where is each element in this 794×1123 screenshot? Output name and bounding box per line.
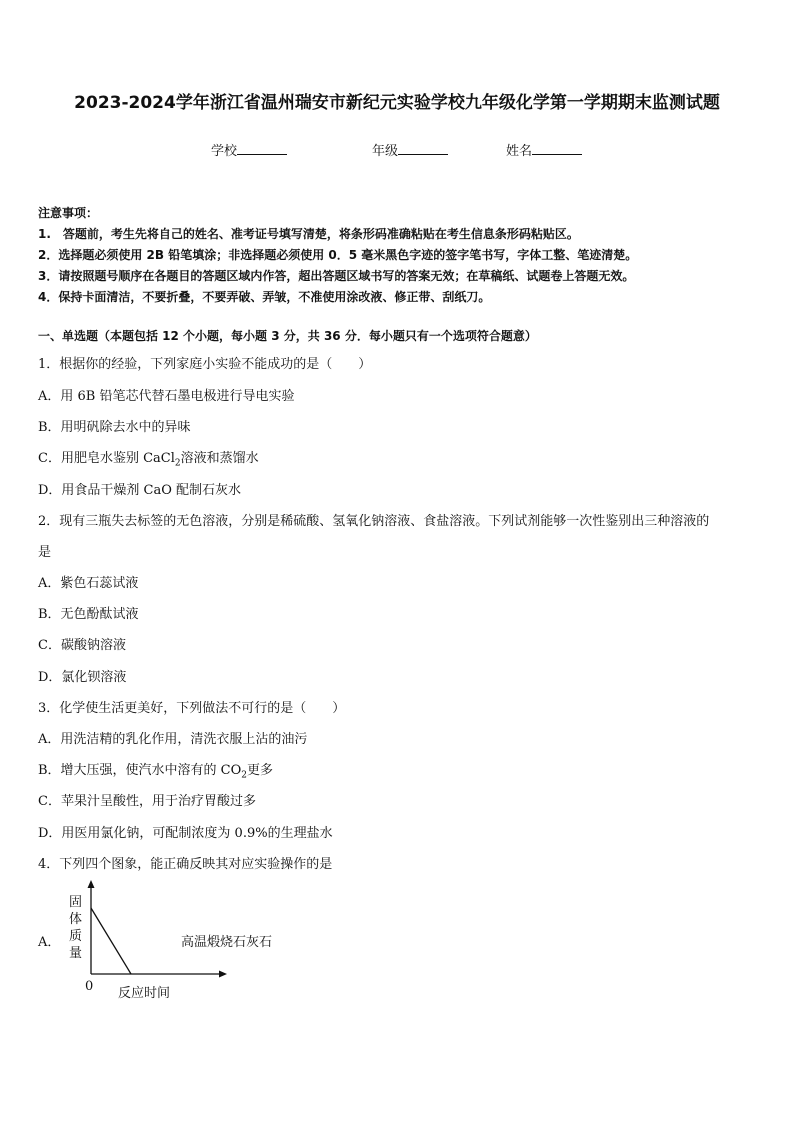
x-axis-label: 反应时间: [118, 986, 171, 1001]
q3-option-d: D．用医用氯化钠，可配制浓度为 0.9%的生理盐水: [38, 826, 333, 841]
school-label: 学校: [211, 144, 238, 159]
notice-item: 1. 答题前，考生先将自己的姓名、准考证号填写清楚，将条形码准确粘贴在考生信息条形码粘贴区。: [38, 227, 579, 241]
x-axis-arrow: [219, 971, 227, 978]
q1-option-b: B．用明矾除去水中的异味: [38, 420, 191, 435]
q4-option-a-label: A．: [38, 935, 61, 950]
page-title: 2023-2024学年浙江省温州瑞安市新纪元实验学校九年级化学第一学期期末监测试题: [74, 93, 720, 113]
grade-blank[interactable]: [398, 142, 448, 155]
q1-option-c: [38, 447, 259, 469]
q3-stem: 3．化学使生活更美好，下列做法不可行的是（ ）: [38, 701, 346, 716]
q3-option-a: A．用洗洁精的乳化作用，清洗衣服上沾的油污: [38, 732, 308, 747]
y-axis-char: 固: [69, 895, 83, 910]
grade-field: [372, 140, 448, 159]
q3-option-c: C．苹果汁呈酸性，用于治疗胃酸过多: [38, 794, 256, 809]
q1-c-subscript: 2: [174, 458, 181, 469]
q4-option-a-figure: [38, 878, 338, 1003]
school-field: [211, 140, 287, 159]
notice-block: [38, 203, 758, 308]
y-axis-arrow: [88, 880, 95, 888]
notice-item: 2．选择题必须使用 2B 铅笔填涂；非选择题必须使用 0．5 毫米黑色字迹的签字笔书写，字体工整、笔迹清楚。: [38, 248, 638, 262]
notice-item: 4．保持卡面清洁，不要折叠，不要弄破、弄皱，不准使用涂改液、修正带、刮纸刀。: [38, 290, 491, 304]
q2-option-d: D．氯化钡溶液: [38, 670, 127, 685]
notice-heading: 注意事项：: [38, 206, 99, 220]
q2-stem-cont: 是: [38, 545, 52, 560]
q3-option-b: [38, 759, 273, 781]
name-label: 姓名: [506, 144, 533, 159]
grade-label: 年级: [372, 144, 399, 159]
y-axis-char: 量: [69, 946, 83, 961]
student-info-row: [0, 140, 794, 160]
q3-b-subscript: 2: [241, 770, 248, 781]
y-axis-char: 质: [69, 929, 83, 944]
q1-c-text: C．用肥皂水鉴别 CaCl: [38, 451, 175, 466]
q2-option-c: C．碳酸钠溶液: [38, 638, 126, 653]
q1-c-text-post: 溶液和蒸馏水: [180, 451, 259, 466]
q2-option-b: B．无色酚酞试液: [38, 607, 139, 622]
section-heading: 一、单选题（本题包括 12 个小题，每小题 3 分，共 36 分．每小题只有一个选项符合题意）: [38, 329, 537, 343]
origin-label: 0: [85, 979, 94, 994]
q1-stem: 1．根据你的经验，下列家庭小实验不能成功的是（ ）: [38, 357, 372, 372]
q4-option-a-desc: 高温煅烧石灰石: [181, 935, 273, 950]
notice-item: 3．请按照题号顺序在各题目的答题区域内作答，超出答题区域书写的答案无效；在草稿纸、试题卷上答题无效。: [38, 269, 635, 283]
q2-stem: 2．现有三瓶失去标签的无色溶液，分别是稀硫酸、氢氧化钠溶液、食盐溶液。下列试剂能够一次性鉴别出三种溶液的: [38, 514, 710, 529]
name-blank[interactable]: [532, 142, 582, 155]
y-axis-char: 体: [69, 912, 83, 927]
q1-option-d: D．用食品干燥剂 CaO 配制石灰水: [38, 483, 242, 498]
name-field: [506, 140, 582, 159]
q3-b-text-post: 更多: [247, 763, 274, 778]
q4-stem: 4．下列四个图象，能正确反映其对应实验操作的是: [38, 857, 333, 872]
school-blank[interactable]: [237, 142, 287, 155]
graph-line: [91, 908, 131, 974]
q1-option-a: A．用 6B 铅笔芯代替石墨电极进行导电实验: [38, 389, 295, 404]
q2-option-a: A．紫色石蕊试液: [38, 576, 139, 591]
q3-b-text: B．增大压强，使汽水中溶有的 CO: [38, 763, 242, 778]
